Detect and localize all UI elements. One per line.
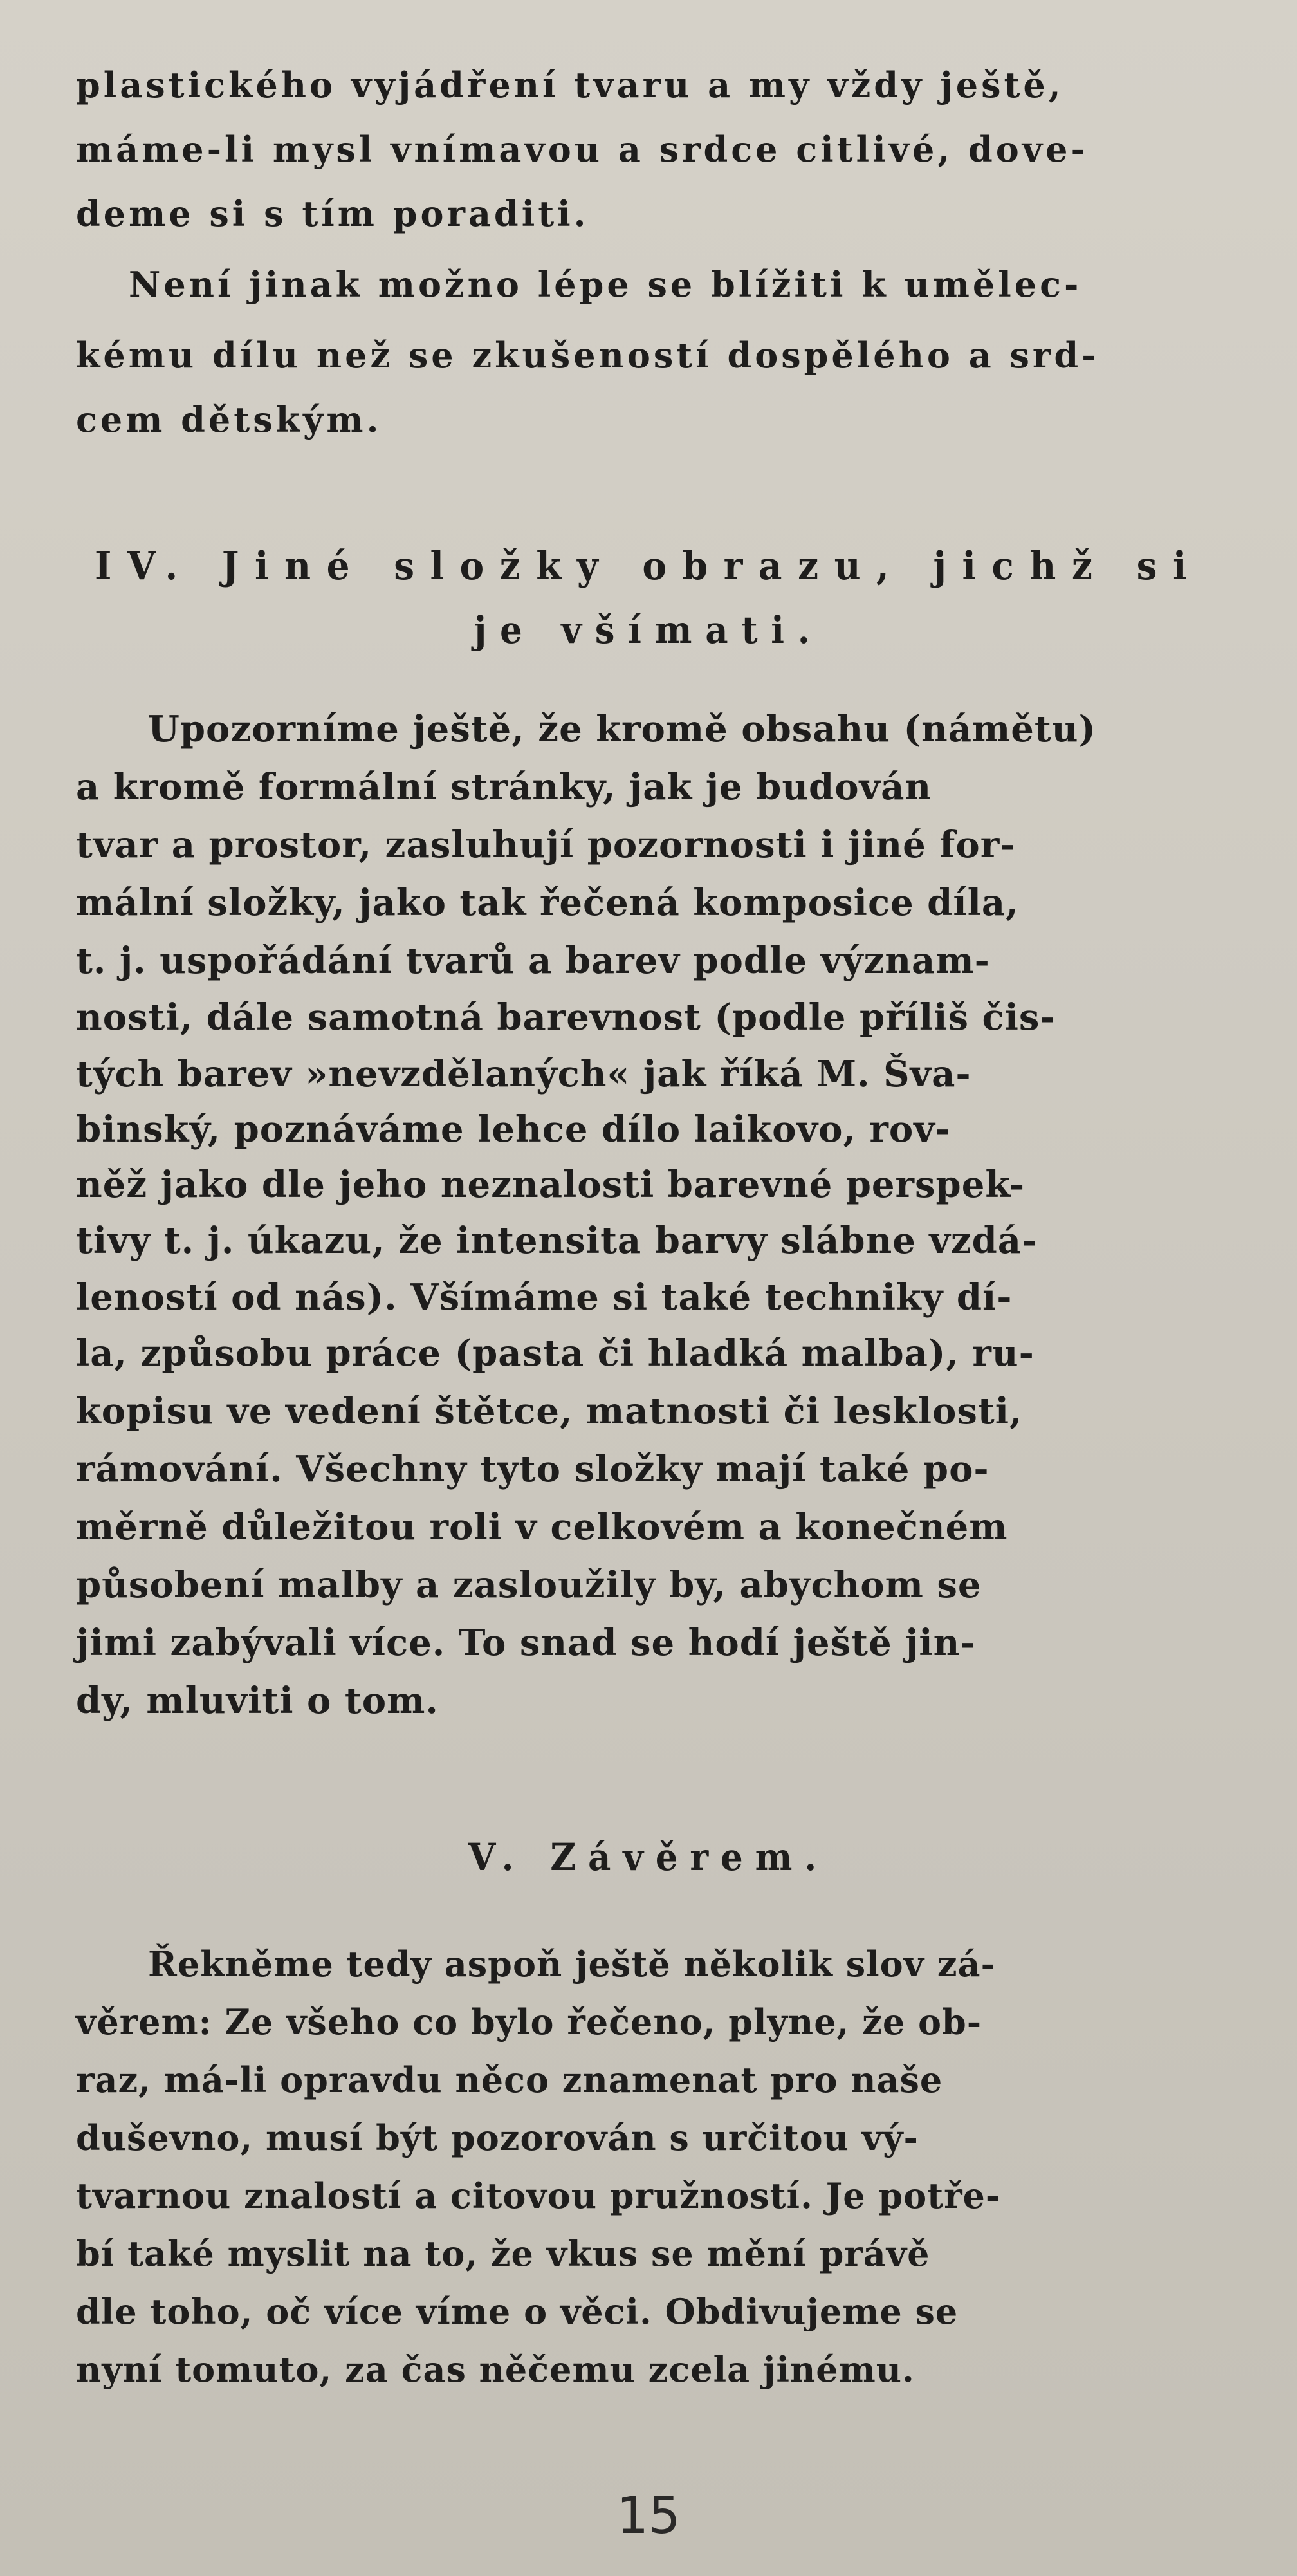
text-line: Řekněme tedy aspoň ještě několik slov zá- [148,1943,996,1985]
text-line: kému dílu než se zkušeností dospělého a srd- [76,335,1099,376]
text-line: a kromě formální stránky, jak je budován [76,766,932,808]
text-line: nyní tomuto, za čas něčemu zcela jinému. [76,2349,915,2390]
page-number: 15 [616,2487,681,2545]
text-line: la, způsobu práce (pasta či hladká malba), ru- [76,1332,1035,1375]
text-line: Upozorníme ještě, že kromě obsahu (námětu) [148,708,1096,750]
text-line: měrně důležitou roli v celkovém a konečném [76,1506,1008,1548]
text-line: deme si s tím poraditi. [76,193,589,234]
text-line: mální složky, jako tak řečená komposice díla, [76,882,1019,924]
text-line: nosti, dále samotná barevnost (podle příliš čis- [76,996,1056,1039]
text-line: dy, mluviti o tom. [76,1680,439,1722]
text-line: rámování. Všechny tyto složky mají také po- [76,1448,989,1490]
text-line: působení malby a zasloužily by, abychom se [76,1564,982,1606]
text-line: Není jinak možno lépe se blížiti k umělec- [129,264,1082,305]
text-line: tvarnou znalostí a citovou pružností. Je potře- [76,2175,1001,2216]
text-line: věrem: Ze všeho co bylo řečeno, plyne, že ob- [76,2001,982,2043]
text-line: bí také myslit na to, že vkus se mění právě [76,2233,930,2274]
text-line: dle toho, oč více víme o věci. Obdivujeme se [76,2291,959,2332]
text-line: leností od nás). Všímáme si také techniky dí- [76,1276,1013,1319]
text-line: tých barev »nevzdělaných« jak říká M. Šva- [76,1053,971,1095]
text-line: jimi zabývali více. To snad se hodí ještě jin- [76,1622,976,1664]
text-line: cem dětským. [76,399,382,440]
text-line: duševno, musí být pozorován s určitou vý- [76,2117,919,2158]
text-line: tivy t. j. úkazu, že intensita barvy slábne vzdá- [76,1219,1038,1262]
text-line: binský, poznáváme lehce dílo laikovo, rov- [76,1108,952,1151]
text-line: kopisu ve vedení štětce, matnosti či lesklosti, [76,1390,1023,1432]
text-line: raz, má-li opravdu něco znamenat pro naše [76,2059,943,2100]
section-v-heading: V. Závěrem. [468,1835,829,1879]
text-line: máme-li mysl vnímavou a srdce citlivé, dove- [76,129,1089,170]
text-line: tvar a prostor, zasluhují pozornosti i jiné for- [76,824,1016,866]
section-iv-heading-continued: je všímati. [474,608,823,652]
text-line: něž jako dle jeho neznalosti barevné perspek- [76,1163,1026,1206]
text-line: plastického vyjádření tvaru a my vždy ještě, [76,64,1064,106]
section-iv-heading: IV. Jiné složky obrazu, jichž si [95,544,1202,589]
text-line: t. j. uspořádání tvarů a barev podle význam- [76,940,990,982]
